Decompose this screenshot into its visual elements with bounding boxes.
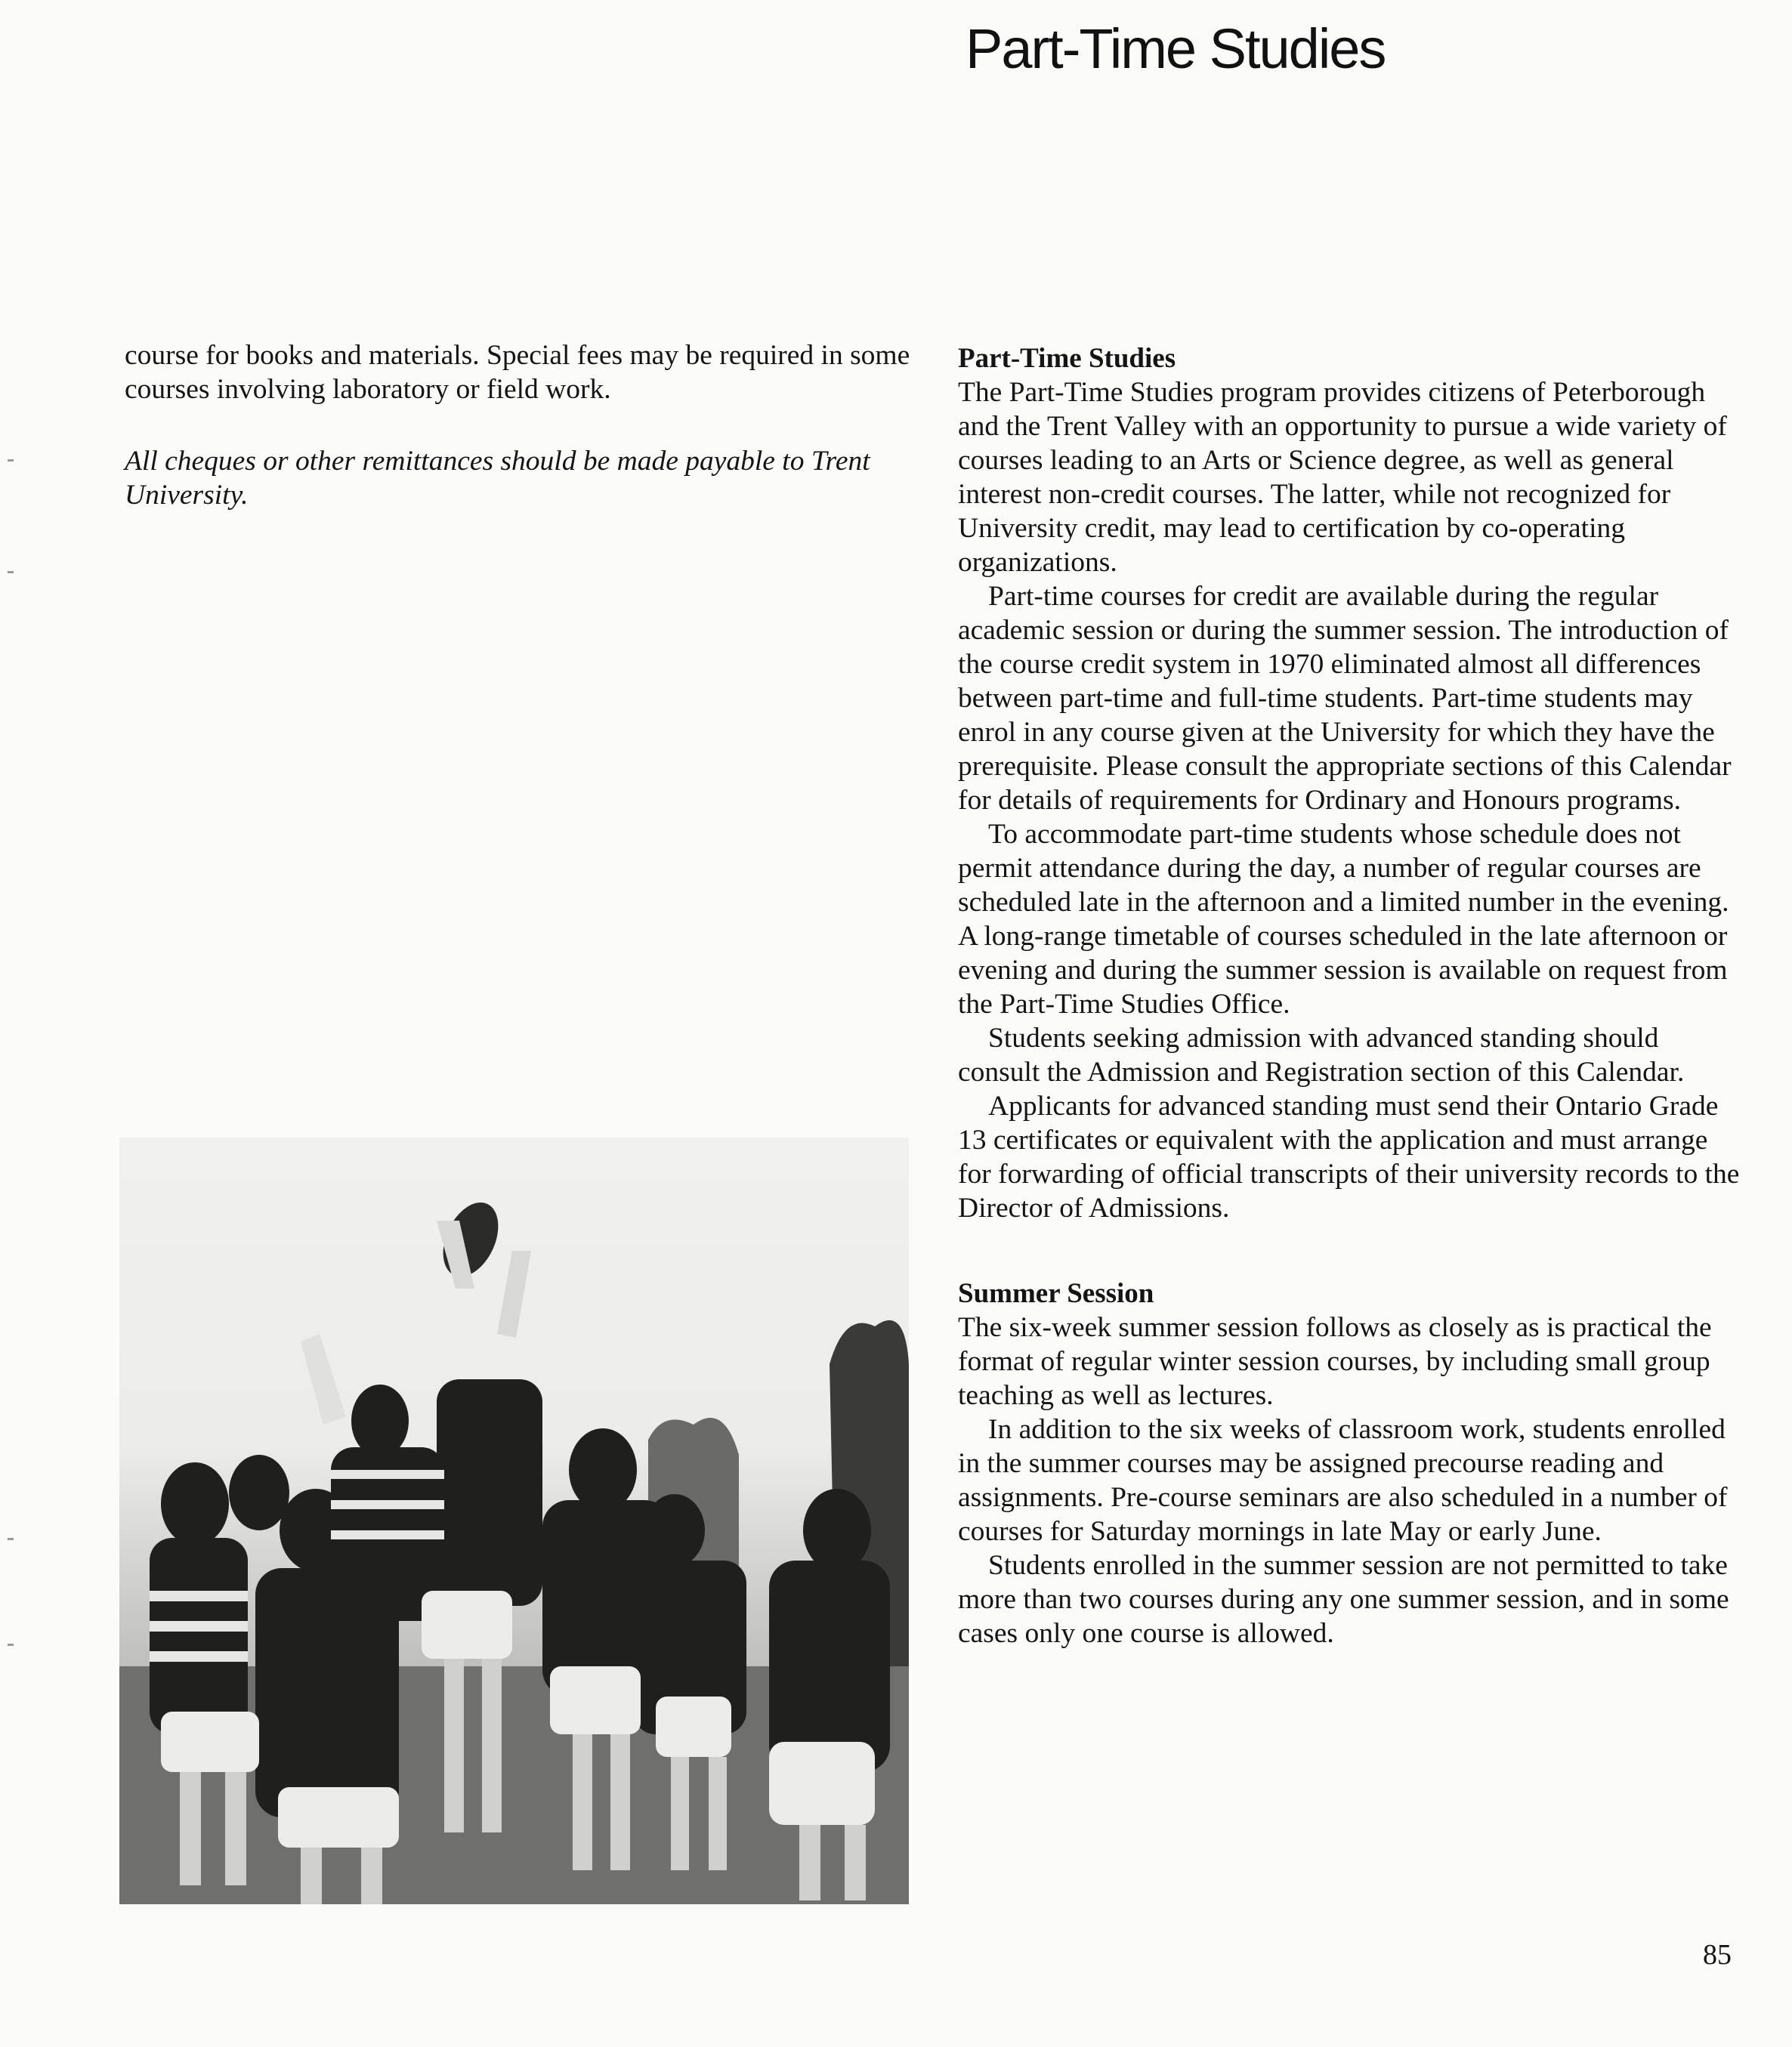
margin-mark	[8, 459, 14, 462]
margin-mark	[8, 1538, 14, 1540]
paragraph: Students seeking admission with advanced standing should consult the Admission and Registration section of this Calendar.	[958, 1023, 1685, 1088]
margin-mark	[8, 1644, 14, 1646]
margin-mark	[8, 571, 14, 573]
page-title: Part-Time Studies	[966, 17, 1386, 80]
paragraph: The Part-Time Studies program provides citizens of Peterborough and the Trent Valley with an opportunity to pursue a wide variety of courses leading to an Arts or Science degree, as well as general interest non-credit courses. The latter, while not recognized for University credit, may lead to certification by co-operating organizations.	[958, 377, 1727, 578]
page-number: 85	[1703, 1939, 1732, 1971]
rugby-lineout-photo	[119, 1138, 909, 1904]
part-time-heading: Part-Time Studies	[958, 343, 1176, 374]
paragraph: In addition to the six weeks of classroom work, students enrolled in the summer courses may be assigned precourse reading and assignments. Pre-course seminars are also scheduled in a number of courses for Saturday mornings in late May or early June.	[958, 1414, 1728, 1547]
left-column	[125, 338, 925, 512]
paragraph: Students enrolled in the summer session are not permitted to take more than two courses during any one summer session, and in some cases only one course is allowed.	[958, 1550, 1729, 1649]
summer-session-heading: Summer Session	[958, 1278, 1154, 1309]
paragraph: Applicants for advanced standing must send their Ontario Grade 13 certificates or equivalent with the application and must arrange for forwarding of official transcripts of their university records to the Director of Admissions.	[958, 1091, 1740, 1224]
payment-note: All cheques or other remittances should be made payable to Trent University.	[125, 446, 870, 511]
paragraph: The six-week summer session follows as closely as is practical the format of regular winter session courses, by including small group teaching as well as lectures.	[958, 1312, 1712, 1411]
fees-paragraph: course for books and materials. Special fees may be required in some courses involving laboratory or field work.	[125, 340, 910, 405]
paragraph: Part-time courses for credit are available during the regular academic session or during the summer session. The introduction of the course credit system in 1970 eliminated almost all differences between part-time and full-time students. Part-time students may enrol in any course given at the University for which they have the prerequisite. Please consult the appropriate sections of this Calendar for details of requirements for Ordinary and Honours programs.	[958, 581, 1732, 816]
right-column	[958, 341, 1744, 1650]
photo-graphic	[119, 1138, 909, 1904]
paragraph: To accommodate part-time students whose schedule does not permit attendance during the day, a number of regular courses are scheduled late in the afternoon and a limited number in the evening. A long-range timetable of courses scheduled in the late afternoon or evening and during the summer session is available on request from the Part-Time Studies Office.	[958, 819, 1729, 1020]
